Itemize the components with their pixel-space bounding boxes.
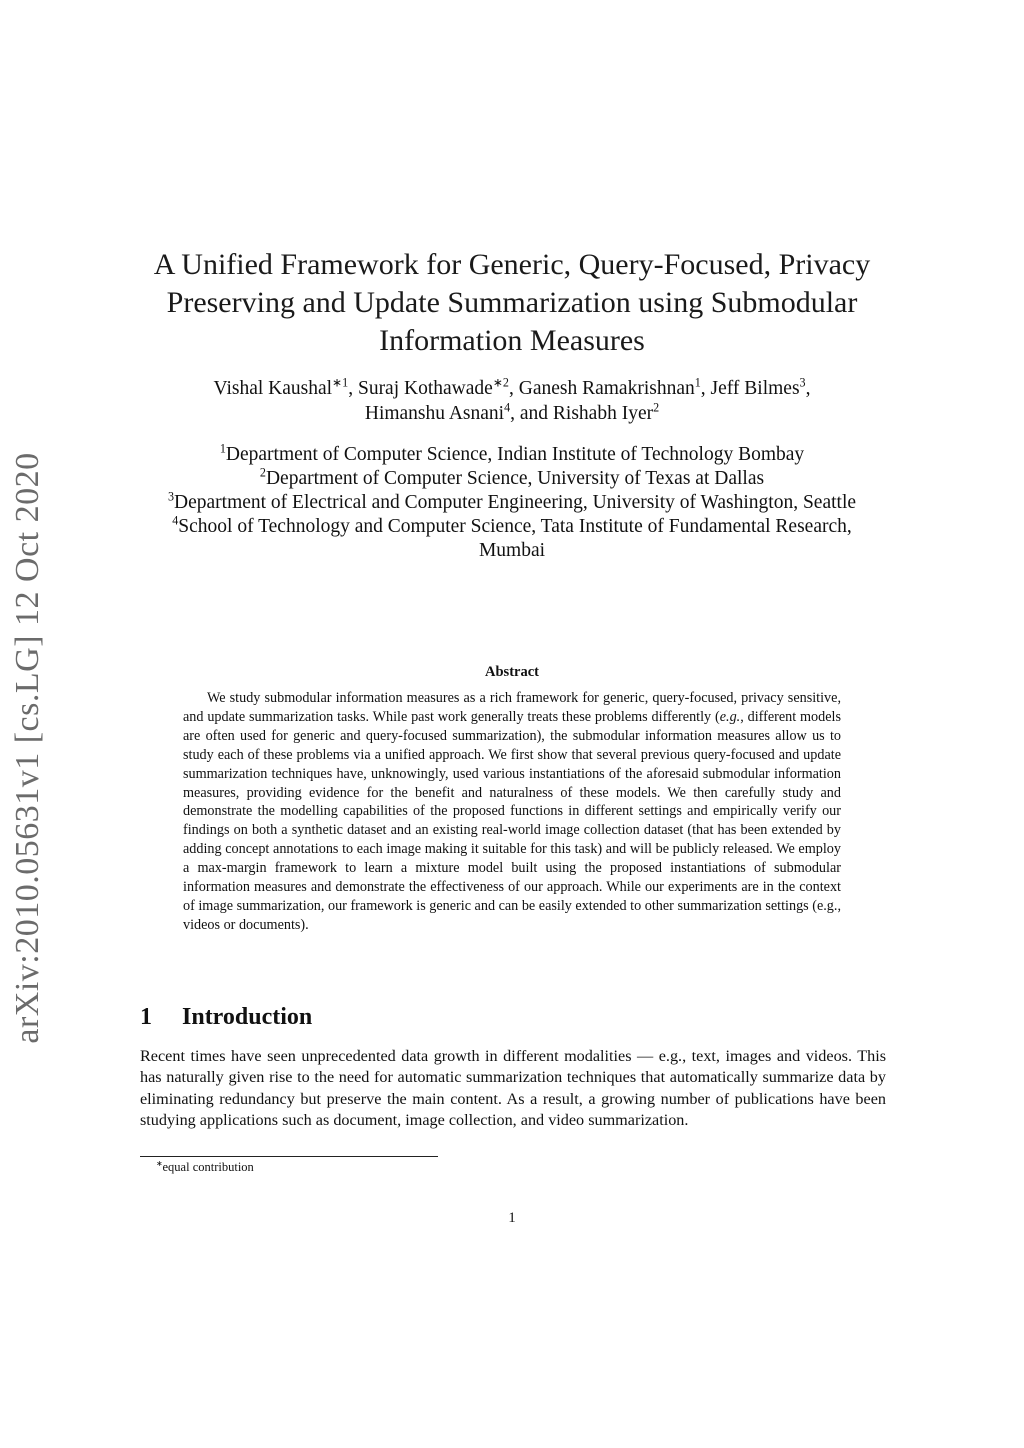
- arxiv-identifier: arXiv:2010.05631v1 [cs.LG] 12 Oct 2020: [9, 452, 46, 1044]
- affiliation-text: Department of Electrical and Computer Engineering, University of Washington, Seattle: [174, 492, 857, 513]
- affiliation-mark: 3: [167, 489, 175, 504]
- abstract-text-part: , different models are often used for generic and query-focused summarization), the submodular information measures allow us to study each of these problems via a unified approach. We first show that several previous query-focused and update summarization techniques have, unknowingly, used various instantiations of the aforesaid submodular information measures, providing evidence for the benefit and naturalness of these models. We then carefully study and demonstrate the modelling capabilities of the proposed functions in different settings and empirically verify our findings on both a synthetic dataset and an existing real-world image collection dataset (that has been extended by adding concept annotations to each image making it suitable for this task) and will be publicly released. We employ a max-margin framework to learn a mixture model built using the proposed instantiations of submodular information measures and demonstrate the effectiveness of our approach. While our experiments are in the context of image summarization, our framework is generic and can be easily extended to other summarization settings (e.g., videos or documents).: [183, 708, 841, 933]
- abstract-text-part: We study submodular information measures as a rich framework for generic, query-focused, privacy sensitive, and update summarization tasks. While past work generally treats these problems differently (: [183, 690, 841, 725]
- author-mark: ∗2: [492, 375, 509, 390]
- affiliation-text: Department of Computer Science, Indian Institute of Technology Bombay: [225, 444, 805, 465]
- section-heading: [140, 1004, 312, 1031]
- author-mark: 1: [694, 375, 701, 390]
- author-mark: ∗1: [332, 375, 349, 390]
- section-number: 1: [140, 1004, 152, 1030]
- affiliation: [140, 467, 884, 491]
- affiliation-mark: 2: [259, 465, 266, 480]
- author-mark: 3: [799, 375, 806, 390]
- author-name: Vishal Kaushal: [213, 378, 333, 399]
- page-number: 1: [508, 1210, 516, 1226]
- section-title: Introduction: [182, 1004, 313, 1030]
- affiliation-text: Department of Computer Science, University of Texas at Dallas: [265, 468, 765, 489]
- author-name: Ganesh Ramakrishnan: [518, 378, 695, 399]
- author-name: Suraj Kothawade: [357, 378, 493, 399]
- footnote-text: equal contribution: [162, 1160, 254, 1174]
- arxiv-side-stamp: [0, 0, 56, 1448]
- author-name: Himanshu Asnani: [364, 403, 505, 424]
- author-mark: 4: [504, 400, 511, 415]
- author-list: Vishal Kaushal$^{∗1}$, Suraj Kothawade$^{∗2}$, Ganesh Ramakrishnan$^1$, Jeff Bilmes$^3$, Himanshu Asnani$^4$, and Rishabh Iyer$^2$: [213, 375, 811, 424]
- affiliation: [140, 515, 884, 563]
- footnote-rule: [140, 1156, 438, 1157]
- paper-title: A Unified Framework for Generic, Query-Focused, Privacy Preserving and Update Summarization using Submodular Information Measures: [153, 248, 871, 357]
- abstract-text: [183, 689, 841, 935]
- abstract-eg: e.g.: [719, 708, 741, 725]
- affiliation-list: [140, 443, 884, 563]
- introduction-text: Recent times have seen unprecedented data growth in different modalities — e.g., text, images and videos. This has naturally given rise to the need for automatic summarization techniques that automatically summarize data by eliminating redundancy but preserve the main content. As a result, a growing number of publications have been studying applications such as document, image collection, and video summarization.: [140, 1047, 886, 1130]
- author-name: Jeff Bilmes: [710, 378, 800, 399]
- footnote-mark: ∗: [156, 1158, 163, 1168]
- affiliation-mark: 4: [172, 513, 179, 528]
- affiliation-text: School of Technology and Computer Science, Tata Institute of Fundamental Research, Mumbai: [178, 516, 852, 561]
- affiliation: [140, 491, 884, 515]
- author-name: Rishabh Iyer: [552, 403, 654, 424]
- affiliation-mark: 1: [219, 441, 226, 456]
- abstract-heading: Abstract: [485, 664, 539, 680]
- author-mark: 2: [653, 400, 660, 415]
- footnote: [156, 1160, 254, 1175]
- affiliation: [140, 443, 884, 467]
